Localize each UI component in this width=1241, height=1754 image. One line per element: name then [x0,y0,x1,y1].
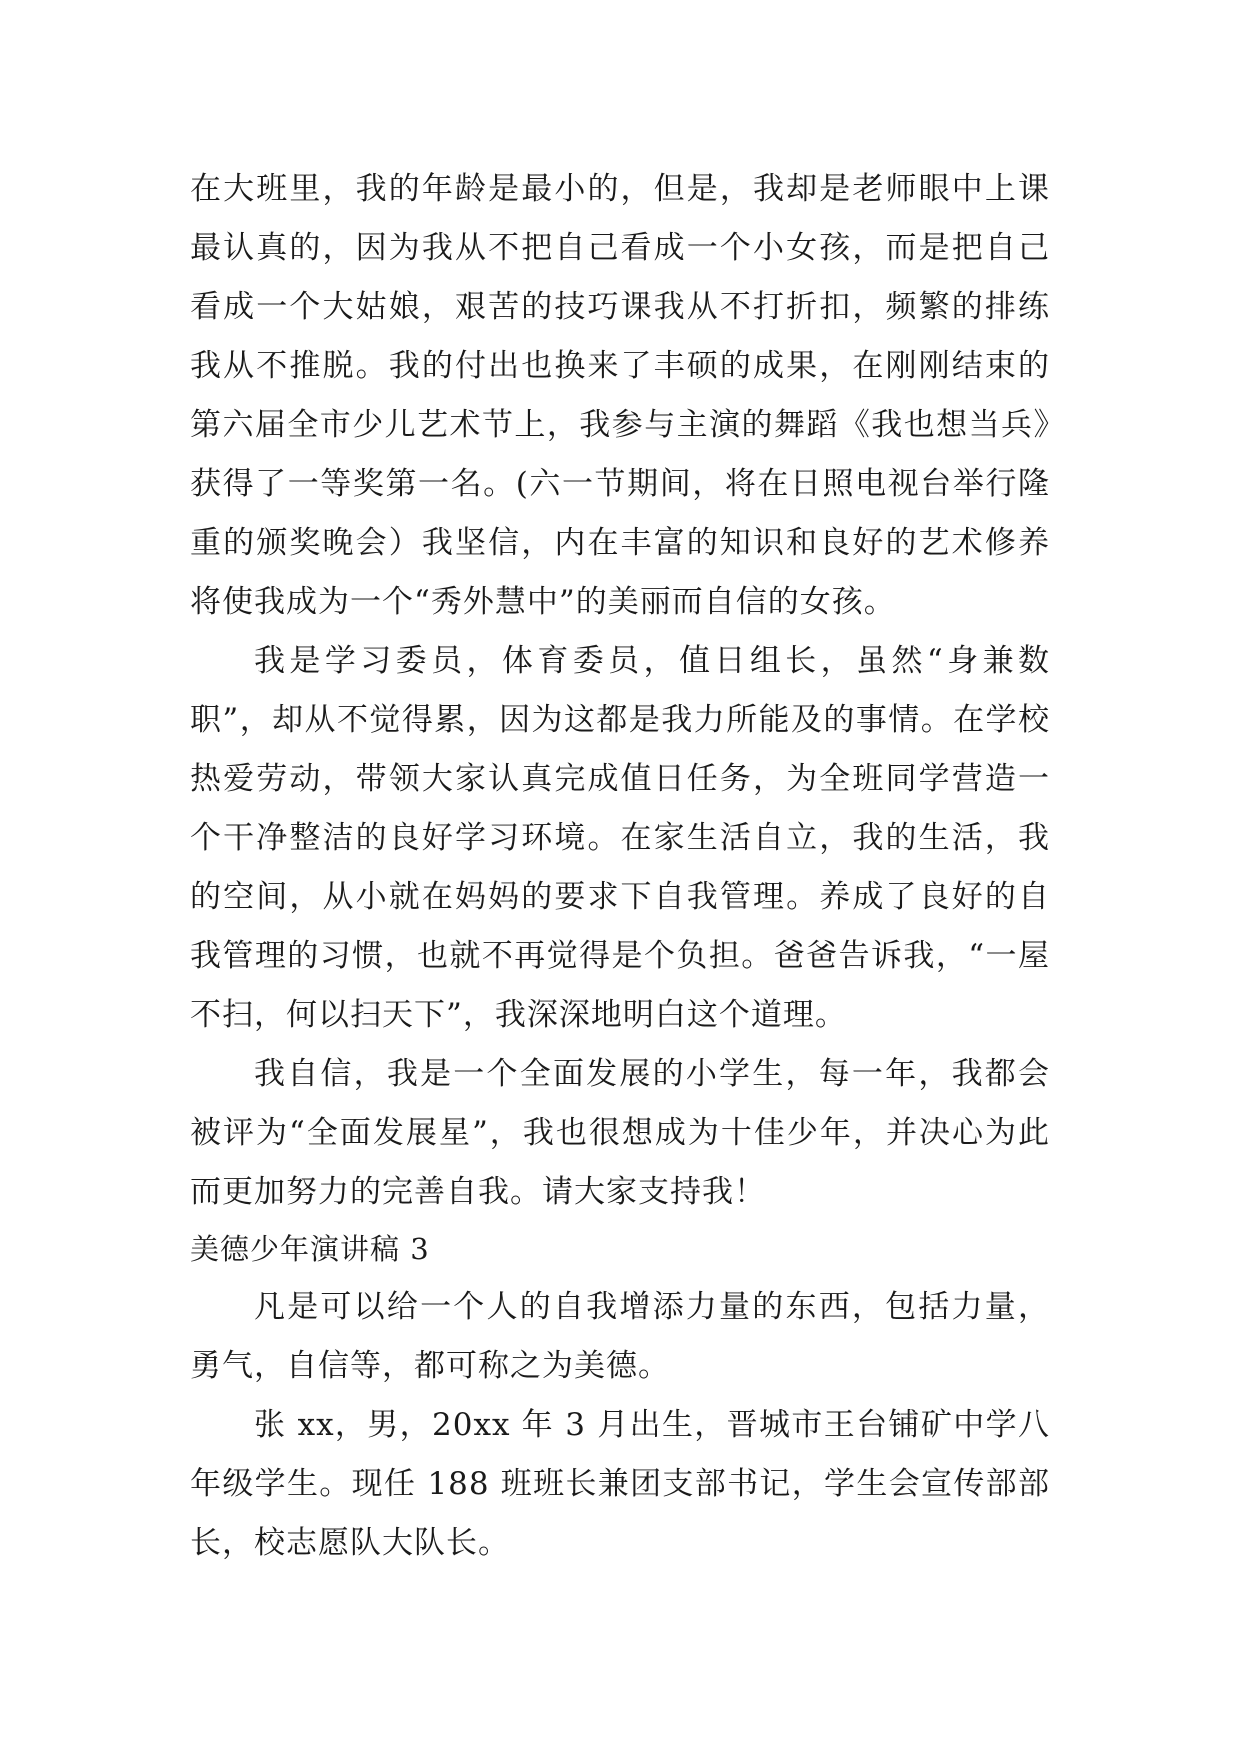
paragraph-1: 在大班里，我的年龄是最小的，但是，我却是老师眼中上课最认真的，因为我从不把自己看成一个小女孩，而是把自己看成一个大姑娘，艰苦的技巧课我从不打折扣，频繁的排练我从不推脱。我的付出也换来了丰硕的成果，在刚刚结束的第六届全市少儿艺术节上，我参与主演的舞蹈《我也想当兵》获得了一等奖第一名。(六一节期间，将在日照电视台举行隆重的颁奖晚会）我坚信，内在丰富的知识和良好的艺术修养将使我成为一个“秀外慧中”的美丽而自信的女孩。 [190,171,1050,620]
paragraph-3: 我自信，我是一个全面发展的小学生，每一年，我都会被评为“全面发展星”，我也很想成为十佳少年，并决心为此而更加努力的完善自我。请大家支持我！ [190,1056,1050,1210]
document-body [190,160,1050,1573]
section-heading: 美德少年演讲稿 3 [190,1232,430,1266]
paragraph-5: 张 xx，男，20xx 年 3 月出生，晋城市王台铺矿中学八年级学生。现任 188 班班长兼团支部书记，学生会宣传部部长，校志愿队大队长。 [190,1407,1050,1561]
paragraph-4: 凡是可以给一个人的自我增添力量的东西，包括力量，勇气，自信等，都可称之为美德。 [190,1289,1050,1384]
paragraph-2: 我是学习委员，体育委员，值日组长，虽然“身兼数职”，却从不觉得累，因为这都是我力所能及的事情。在学校热爱劳动，带领大家认真完成值日任务，为全班同学营造一个干净整洁的良好学习环境。在家生活自立，我的生活，我的空间，从小就在妈妈的要求下自我管理。养成了良好的自我管理的习惯，也就不再觉得是个负担。爸爸告诉我，“一屋不扫，何以扫天下”，我深深地明白这个道理。 [190,643,1050,1033]
